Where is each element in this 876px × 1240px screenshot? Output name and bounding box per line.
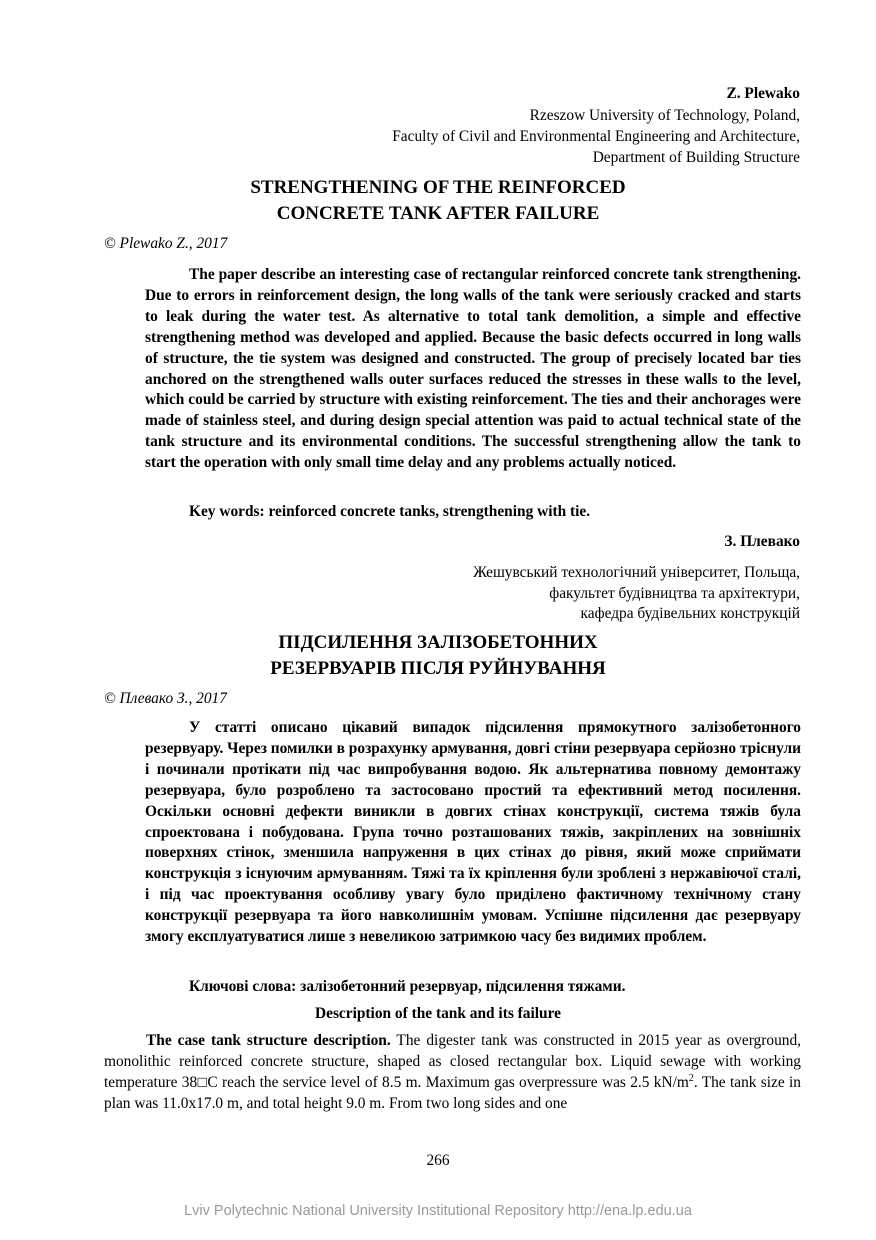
keywords-en: Key words: reinforced concrete tanks, strengthening with tie.: [189, 503, 591, 520]
abstract-en-text: The paper describe an interesting case of rectangular reinforced concrete tank strengthening. Due to errors in reinforcement design, the long walls of the tank were seriously cracked and starts to leak during the water test. As alternative to total tank demolition, a simple and effective strengthening method was developed and applied. Because the basic defects occurred in long walls of structure, the tie system was designed and constructed. The group of precisely located bar ties anchored on the strengthened walls outer surfaces reduced the stresses in these walls to the level, which could be carried by structure with existing reinforcement. The ties and their anchorages were made of stainless steel, and during design special attention was paid to actual technical state of the tank structure and its environmental conditions. The successful strengthening allow the tank to start the operation with only small time delay and any problems actually noticed.: [145, 266, 801, 472]
repository-footer: Lviv Polytechnic National University Institutional Repository http://ena.lp.edu.ua: [184, 1203, 692, 1219]
title-uk: [100, 630, 776, 682]
abstract-uk: [145, 718, 801, 948]
page-number: 266: [426, 1152, 450, 1169]
affiliation-uk-line: кафедра будівельних конструкцій: [580, 605, 800, 622]
paragraph-text: . The tank size in plan was 11.0x17.0 m, and total height 9.0 m. From two long sides and one: [104, 1074, 801, 1112]
abstract-uk-text: У статті описано цікавий випадок підсилення прямокутного залізобетонного резервуару. Через помилки в розрахунку армування, довгі стіни резервуара серйозно тріснули і починали протікати під час випробування водою. Як альтернатива повному демонтажу резервуара, було розроблено та застосовано простий та ефективний метод посилення. Оскільки основні дефекти виникли в довгих стінах конструкції, система тяжів була спроектована і побудована. Група точно розташованих тяжів, закріплених на зовнішніх поверхнях стінок, зменшила напруження в цих стінах до рівня, який може сприймати конструкція з існуючим армуванням. Тяжі та їх кріплення були зроблені з нержавіючої сталі, і під час проектування особливу увагу було приділено фактичному технічному стану конструкції резервуара та його навколишнім умовам. Успішне підсилення дає резервуару змогу експлуатуватися лише з невеликою затримкою часу без видимих проблем.: [145, 719, 801, 946]
superscript: 2: [688, 1072, 694, 1084]
run-in-heading: The case tank structure description.: [146, 1032, 391, 1049]
title-en: [100, 175, 776, 227]
section-body: [104, 1030, 801, 1114]
section-heading: Description of the tank and its failure: [315, 1005, 561, 1022]
title-en-line: CONCRETE TANK AFTER FAILURE: [276, 203, 600, 224]
keywords-uk: Ключові слова: залізобетонний резервуар, підсилення тяжами.: [189, 978, 626, 995]
affiliation-uk-line: Жешувський технологічний університет, Польща,: [473, 564, 800, 581]
paragraph: [104, 1030, 801, 1114]
author-uk: З. Плевако: [724, 533, 800, 550]
affiliation-uk-line: факультет будівництва та архітектури,: [549, 585, 800, 602]
affiliation-en-line: Faculty of Civil and Environmental Engineering and Architecture,: [392, 128, 800, 145]
affiliation-en-line: Rzeszow University of Technology, Poland,: [529, 107, 800, 124]
title-en-line: STRENGTHENING OF THE REINFORCED: [250, 177, 626, 198]
copyright-en: © Plewako Z., 2017: [104, 235, 228, 252]
paragraph-text: The digester tank was constructed in 2015 year as overground, monolithic reinforced concrete structure, shaped as closed rectangular box. Liquid sewage with working temperature 38□C reach the service level of 8.5 m. Maximum gas overpressure was 2.5 kN/m: [104, 1032, 801, 1091]
abstract-en: [145, 265, 801, 474]
affiliation-en-line: Department of Building Structure: [592, 149, 800, 166]
title-uk-line: РЕЗЕРВУАРІВ ПІСЛЯ РУЙНУВАННЯ: [270, 658, 606, 679]
author-en: Z. Plewako: [726, 85, 800, 102]
copyright-uk: © Плевако З., 2017: [104, 690, 227, 707]
title-uk-line: ПІДСИЛЕННЯ ЗАЛІЗОБЕТОННИХ: [278, 632, 598, 653]
